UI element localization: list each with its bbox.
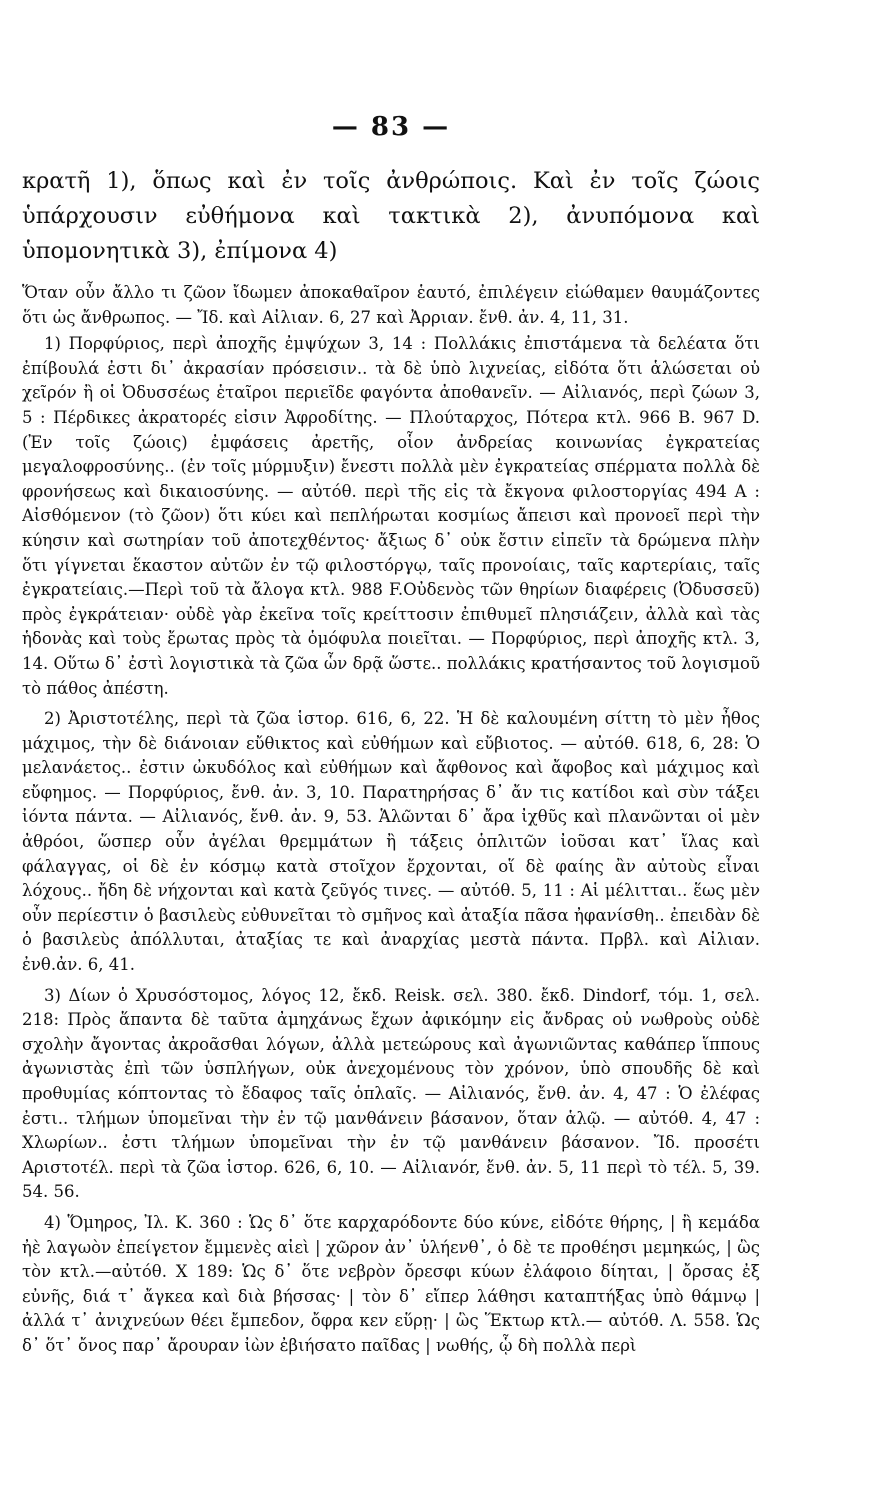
main-text	[22, 164, 760, 269]
footnote-continuation: Ὅταν οὖν ἄλλο τι ζῶον ἴδωμεν ἀποκαθαῖρον ἑαυτό, ἐπιλέγειν εἰώθαμεν θαυμάζοντες ὅτι ὡς ἄνθρωπος. — Ἴδ. καὶ Αἰλιαν. 6, 27 καὶ Ἀρριαν. ἔνθ. ἀν. 4, 11, 31.	[22, 283, 760, 327]
footnote-3: 3) Δίων ὁ Χρυσόστομος, λόγος 12, ἔκδ. Reisk. σελ. 380. ἔκδ. Dindorf, τόμ. 1, σελ. 218: Πρὸς ἅπαντα δὲ ταῦτα ἀμηχάνως ἔχων ἀφικόμην εἰς ἄνδρας οὐ νωθροὺς οὐδὲ σχολὴν ἄγοντας ἀκροᾶσθαι λόγων, ἀλλὰ μετεώρους καὶ ἀγωνιῶντας καθάπερ ἵππους ἀγωνιστὰς ἐπὶ τῶν ὑσπλήγων, οὐκ ἀνεχομένους τὸν χρόνον, ὑπὸ σπουδῆς δὲ καὶ προθυμίας κόπτοντας τὸ ἔδαφος ταῖς ὁπλαῖς. — Αἰλιανός, ἔνθ. ἀν. 4, 47 : Ὁ ἐλέφας ἐστι.. τλήμων ὑπομεῖναι τὴν ἐν τῷ μανθάνειν βάσανον, ὅταν ἁλῷ. — αὐτόθ. 4, 47 : Χλωρίων.. ἐστι τλήμων ὑπομεῖναι τὴν ἐν τῷ μανθάνειν βάσανον. Ἴδ. προσέτι Αριστοτέλ. περὶ τὰ ζῶα ἱστορ. 626, 6, 10. — Αἰλιανόr, ἔνθ. ἀν. 5, 11 περὶ τὸ τέλ. 5, 39. 54. 56.	[22, 985, 760, 1202]
footnote-2: 2) Ἀριστοτέλης, περὶ τὰ ζῶα ἱστορ. 616, 6, 22. Ἡ δὲ καλουμένη σίττη τὸ μὲν ἦθος μάχιμος, τὴν δὲ διάνοιαν εὔθικτος καὶ εὐθήμων καὶ εὔβιοτος. — αὐτόθ. 618, 6, 28: Ὁ μελανάετος.. ἐστιν ὠκυδόλος καὶ εὐθήμων καὶ ἄφθονος καὶ ἄφοβος καὶ μάχιμος καὶ εὔφημος. — Πορφύριος, ἔνθ. ἀν. 3, 10. Παρατηρήσας δ᾽ ἄν τις κατίδοι καὶ σὺν τάξει ἰόντα πάντα. — Αἰλιανός, ἔνθ. ἀν. 9, 53. Ἁλῶνται δ᾽ ἄρα ἰχθῦς καὶ πλανῶνται οἱ μὲν ἀθρόοι, ὥσπερ οὖν ἀγέλαι θρεμμάτων ἢ τάξεις ὁπλιτῶν ἰοῦσαι κατ᾽ ἴλας καὶ φάλαγγας, οἱ δὲ ἐν κόσμῳ κατὰ στοῖχον ἔρχονται, οἵ δὲ φαίης ἂν αὐτοὺς εἶναι λόχους.. ἤδη δὲ νήχονται καὶ κατὰ ζεῦγός τινες. — αὐτόθ. 5, 11 : Αἱ μέλιτται.. ἕως μὲν οὖν περίεστιν ὁ βασιλεὺς εὐθυνεῖται τὸ σμῆνος καὶ ἀταξία πᾶσα ἠφανίσθη.. ἐπειδὰν δὲ ὁ βασιλεὺς ἀπόλλυται, ἀταξίας τε καὶ ἀναρχίας μεστὰ πάντα. Πρβλ. καὶ Αἰλιαν. ἐνθ.ἀν. 6, 41.	[22, 709, 760, 975]
section-gap	[22, 269, 760, 281]
footnote-1: 1) Πορφύριος, περὶ ἀποχῆς ἐμψύχων 3, 14 : Πολλάκις ἐπιστάμενα τὰ δελέατα ὅτι ἐπίβουλά ἐστι δι᾽ ἀκρασίαν πρόσεισιν.. τὰ δὲ ὑπὸ λιχνείας, εἰδότα ὅτι ἁλώσεται οὐ χεῖρόν ἢ οἱ Ὀδυσσέως ἑταῖροι περιεῖδε φαγόντα ἀποθανεῖν. — Αἰλιανός, περὶ ζώων 3, 5 : Πέρδικες ἀκρατορές εἰσιν Ἀφροδίτης. — Πλούταρχος, Πότερα κτλ. 966 B. 967 D. (Ἐν τοῖς ζώοις) ἐμφάσεις ἀρετῆς, οἷον ἀνδρείας κοινωνίας ἐγκρατείας μεγαλοφροσύνης.. (ἐν τοῖς μύρμυξιν) ἔνεστι πολλὰ μὲν ἐγκρατείας σπέρματα πολλὰ δὲ φρονήσεως καὶ δικαιοσύνης. — αὐτόθ. περὶ τῆς εἰς τὰ ἔκγονα φιλοστοργίας 494 A : Αἰσθόμενον (τὸ ζῶον) ὅτι κύει καὶ πεπλήρωται κοσμίως ἄπεισι καὶ προνοεῖ περὶ τὴν κύησιν καὶ σωτηρίαν τοῦ ἀποτεχθέντος· ἄξιως δ᾽ οὐκ ἔστιν εἰπεῖν τὰ δρώμενα πλὴν ὅτι γίγνεται ἕκαστον αὐτῶν ἐν τῷ φιλοστόργῳ, ταῖς προνοίαις, ταῖς καρτερίαις, ταῖς ἐγκρατείαις.—Περὶ τοῦ τὰ ἄλογα κτλ. 988 F.Οὐδενὸς τῶν θηρίων διαφέρεις (Ὀδυσσεῦ) πρὸς ἐγκράτειαν· οὐδὲ γὰρ ἐκεῖνα τοῖς κρείττοσιν ἐπιθυμεῖ πλησιάζειν, ἀλλὰ καὶ τὰς ἡδονὰς καὶ τοὺς ἔρωτας πρὸς τὰ ὁμόφυλα ποιεῖται. — Πορφύριος, περὶ ἀποχῆς κτλ. 3, 14. Οὕτω δ᾽ ἐστὶ λογιστικὰ τὰ ζῶα ὧν δρᾷ ὥστε.. πολλάκις κρατήσαντος τοῦ λογισμοῦ τὸ πάθος ἀπέστη.	[22, 334, 760, 698]
page-number: — 83 —	[331, 112, 451, 142]
footnote-4: 4) Ὅμηρος, Ἰλ. Κ. 360 : Ὡς δ᾽ ὅτε καρχαρόδοντε δύο κύνε, εἰδότε θήρης, | ἢ κεμάδα ἠὲ λαγωὸν ἐπείγετον ἔμμενὲς αἰεὶ | χῶρον ἀν᾽ ὑλήενθ᾽, ὁ δὲ τε προθέησι μεμηκώς, | ὣς τὸν κτλ.—αὐτόθ. Χ 189: Ὡς δ᾽ ὅτε νεβρὸν ὄρεσφι κύων ἐλάφοιο δίηται, | ὄρσας ἐξ εὐνῆς, διά τ᾽ ἄγκεα καὶ διὰ βήσσας· | τὸν δ᾽ εἴπερ λάθησι καταπτήξας ὑπὸ θάμνῳ | ἀλλά τ᾽ ἀνιχνεύων θέει ἔμπεδον, ὄφρα κεν εὕρῃ· | ὣς Ἕκτωρ κτλ.— αὐτόθ. Λ. 558. Ὡς δ᾽ ὅτ᾽ ὄνος παρ᾽ ἄρουραν ἰὼν ἐβιήσατο παῖδας | νωθής, ᾧ δὴ πολλὰ περὶ	[22, 1212, 760, 1355]
footnotes	[22, 281, 760, 1359]
main-paragraph: κρατῆ 1), ὅπως καὶ ἐν τοῖς ἀνθρώποις. Καὶ ἐν τοῖς ζώοις ὑπάρχουσιν εὐθήμονα καὶ τακτικὰ 2), ἀνυπόμονα καὶ ὑπομονητικὰ 3), ἐπίμονα 4)	[22, 168, 760, 264]
